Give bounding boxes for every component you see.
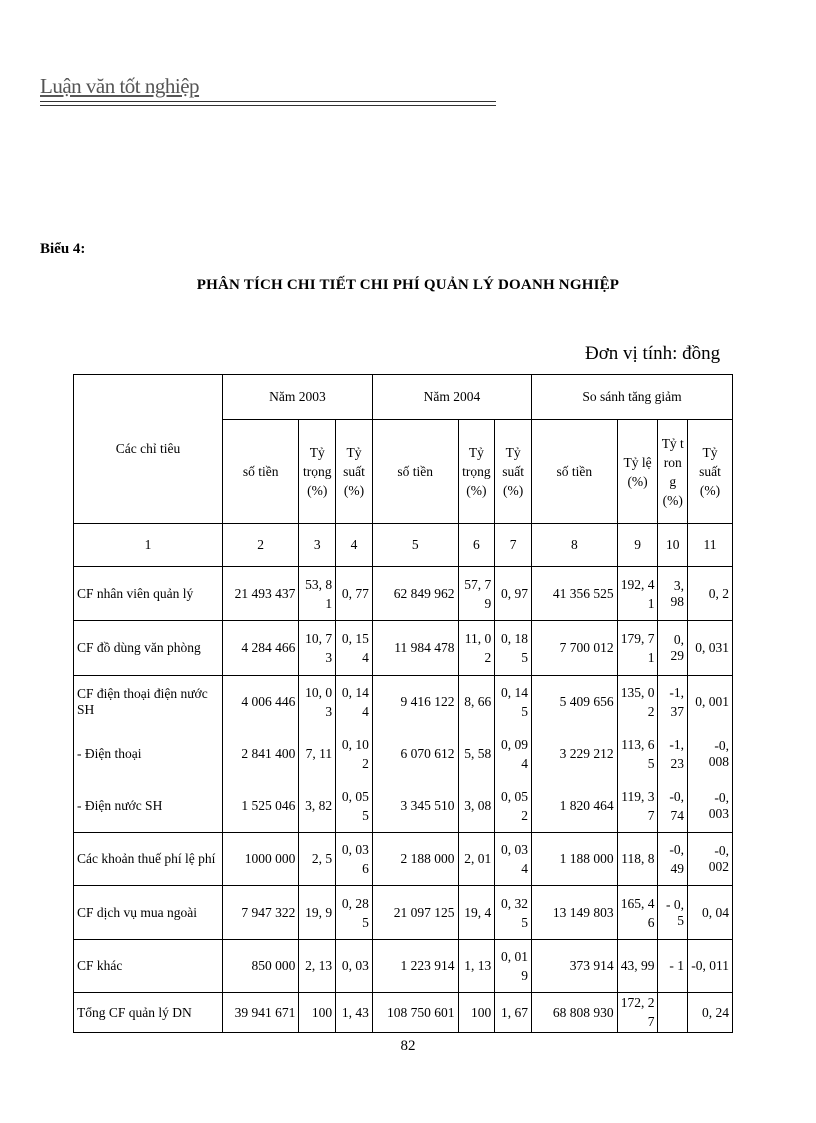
- cell: 0, 031: [688, 621, 733, 676]
- cell: 19, 9: [299, 886, 336, 940]
- cell: 0, 24: [688, 993, 733, 1033]
- cell: 68 808 930: [532, 993, 618, 1033]
- col-number: 11: [688, 524, 733, 567]
- cell: 3, 82: [299, 780, 336, 833]
- cell: 13 149 803: [532, 886, 618, 940]
- col-number: 5: [372, 524, 458, 567]
- unit-label: Đơn vị tính: đồng: [585, 343, 721, 364]
- col-number: 3: [299, 524, 336, 567]
- cell: 3 229 212: [532, 728, 618, 780]
- cell: 57, 79: [458, 567, 495, 621]
- col-header-ty-le: Tỷ lệ (%): [617, 420, 658, 524]
- cell: 10, 03: [299, 676, 336, 728]
- cell: 7 700 012: [532, 621, 618, 676]
- column-number-row: [74, 524, 733, 567]
- cell: 2, 01: [458, 833, 495, 886]
- cell: 0, 03: [336, 940, 373, 993]
- cell: [658, 993, 688, 1033]
- cell: 0, 185: [495, 621, 532, 676]
- cell: 0, 102: [336, 728, 373, 780]
- cell: 7 947 322: [222, 886, 299, 940]
- col-number: 2: [222, 524, 299, 567]
- cell: - 1: [658, 940, 688, 993]
- col-header-ty-trong-2003: Tỷ trọng (%): [299, 420, 336, 524]
- cell: -1, 23: [658, 728, 688, 780]
- cell: 2, 13: [299, 940, 336, 993]
- cell: 1 188 000: [532, 833, 618, 886]
- cell: 0, 055: [336, 780, 373, 833]
- cell: 850 000: [222, 940, 299, 993]
- cell: 39 941 671: [222, 993, 299, 1033]
- table-row: [74, 833, 733, 886]
- cell: -0, 003: [688, 780, 733, 833]
- cell: -0, 002: [688, 833, 733, 886]
- col-header-compare: So sánh tăng giảm: [532, 375, 733, 420]
- col-number: 10: [658, 524, 688, 567]
- col-header-ty-trong-2004: Tỷ trọng (%): [458, 420, 495, 524]
- cell: 0, 2: [688, 567, 733, 621]
- cell: 3, 08: [458, 780, 495, 833]
- cell: 9 416 122: [372, 676, 458, 728]
- section-label: Biểu 4:: [40, 241, 86, 257]
- col-header-ty-suat-compare: Tỷ suất (%): [688, 420, 733, 524]
- row-label: - Điện nước SH: [74, 780, 223, 833]
- cell: 119, 37: [617, 780, 658, 833]
- col-header-ty-trong-compare: Tỷ tron g (%): [658, 420, 688, 524]
- cell: 0, 094: [495, 728, 532, 780]
- cell: 0, 154: [336, 621, 373, 676]
- table-row: [74, 676, 733, 728]
- cell: 11, 02: [458, 621, 495, 676]
- cell: 5 409 656: [532, 676, 618, 728]
- cell: 0, 052: [495, 780, 532, 833]
- col-header-so-tien-compare: số tiền: [532, 420, 618, 524]
- cell: 4 284 466: [222, 621, 299, 676]
- cell: 43, 99: [617, 940, 658, 993]
- cell: 0, 034: [495, 833, 532, 886]
- col-header-so-tien-2003: số tiền: [222, 420, 299, 524]
- cell: 2, 5: [299, 833, 336, 886]
- cell: 0, 325: [495, 886, 532, 940]
- col-header-so-tien-2004: số tiền: [372, 420, 458, 524]
- cell: 1 820 464: [532, 780, 618, 833]
- cell: 0, 036: [336, 833, 373, 886]
- cell: 118, 8: [617, 833, 658, 886]
- row-label: CF đồ dùng văn phòng: [74, 621, 223, 676]
- header-title: Luận văn tốt nghiệp: [40, 74, 200, 98]
- cell: 1, 13: [458, 940, 495, 993]
- cell: 4 006 446: [222, 676, 299, 728]
- cell: 1, 43: [336, 993, 373, 1033]
- cell: - 0, 5: [658, 886, 688, 940]
- row-label: CF dịch vụ mua ngoài: [74, 886, 223, 940]
- cell: 113, 65: [617, 728, 658, 780]
- table-row: [74, 621, 733, 676]
- page-number: 82: [400, 1038, 416, 1054]
- col-header-year2003: Năm 2003: [222, 375, 372, 420]
- cell: -0, 74: [658, 780, 688, 833]
- cell: 100: [458, 993, 495, 1033]
- cell: 179, 71: [617, 621, 658, 676]
- cell: 1, 67: [495, 993, 532, 1033]
- cell: 2 188 000: [372, 833, 458, 886]
- col-header-year2004: Năm 2004: [372, 375, 531, 420]
- cell: 0, 019: [495, 940, 532, 993]
- cell: 21 097 125: [372, 886, 458, 940]
- cell: 1 223 914: [372, 940, 458, 993]
- cell: 192, 41: [617, 567, 658, 621]
- table-row: [74, 780, 733, 833]
- cell: 3, 98: [658, 567, 688, 621]
- table-row: [74, 886, 733, 940]
- cell: 373 914: [532, 940, 618, 993]
- cell: -0, 011: [688, 940, 733, 993]
- col-header-ty-suat-2004: Tỷ suất (%): [495, 420, 532, 524]
- cell: 19, 4: [458, 886, 495, 940]
- row-label: CF nhân viên quản lý: [74, 567, 223, 621]
- cell: 0, 29: [658, 621, 688, 676]
- cell: 0, 04: [688, 886, 733, 940]
- row-label: Các khoản thuế phí lệ phí: [74, 833, 223, 886]
- cell: 7, 11: [299, 728, 336, 780]
- cell: 0, 001: [688, 676, 733, 728]
- cell: 8, 66: [458, 676, 495, 728]
- cell: 135, 02: [617, 676, 658, 728]
- table-row: [74, 940, 733, 993]
- col-number: 1: [74, 524, 223, 567]
- header-row-years: [74, 375, 733, 420]
- row-label: CF khác: [74, 940, 223, 993]
- cell: 10, 73: [299, 621, 336, 676]
- col-header-indicator: Các chỉ tiêu: [74, 375, 223, 524]
- row-label: CF điện thoại điện nước SH: [74, 676, 223, 728]
- cell: 6 070 612: [372, 728, 458, 780]
- cell: 11 984 478: [372, 621, 458, 676]
- cell: 100: [299, 993, 336, 1033]
- cell: 108 750 601: [372, 993, 458, 1033]
- header-rule: [40, 101, 496, 106]
- cell: 0, 97: [495, 567, 532, 621]
- cell: 1000 000: [222, 833, 299, 886]
- cell: 1 525 046: [222, 780, 299, 833]
- expense-table: [73, 374, 733, 1033]
- cell: -0, 008: [688, 728, 733, 780]
- cell: -1, 37: [658, 676, 688, 728]
- col-header-ty-suat-2003: Tỷ suất (%): [336, 420, 373, 524]
- cell: 53, 81: [299, 567, 336, 621]
- table-row-total: [74, 993, 733, 1033]
- table-row: [74, 728, 733, 780]
- cell: -0, 49: [658, 833, 688, 886]
- cell: 3 345 510: [372, 780, 458, 833]
- table-row: [74, 567, 733, 621]
- cell: 165, 46: [617, 886, 658, 940]
- cell: 62 849 962: [372, 567, 458, 621]
- cell: 5, 58: [458, 728, 495, 780]
- cell: 0, 145: [495, 676, 532, 728]
- col-number: 6: [458, 524, 495, 567]
- cell: 41 356 525: [532, 567, 618, 621]
- col-number: 4: [336, 524, 373, 567]
- col-number: 8: [532, 524, 618, 567]
- col-number: 7: [495, 524, 532, 567]
- row-label: Tổng CF quản lý DN: [74, 993, 223, 1033]
- cell: 0, 77: [336, 567, 373, 621]
- cell: 0, 144: [336, 676, 373, 728]
- cell: 0, 285: [336, 886, 373, 940]
- row-label: - Điện thoại: [74, 728, 223, 780]
- cell: 21 493 437: [222, 567, 299, 621]
- cell: 2 841 400: [222, 728, 299, 780]
- page-title: PHÂN TÍCH CHI TIẾT CHI PHÍ QUẢN LÝ DOANH NGHIỆP: [196, 277, 620, 293]
- cell: 172, 27: [617, 993, 658, 1033]
- col-number: 9: [617, 524, 658, 567]
